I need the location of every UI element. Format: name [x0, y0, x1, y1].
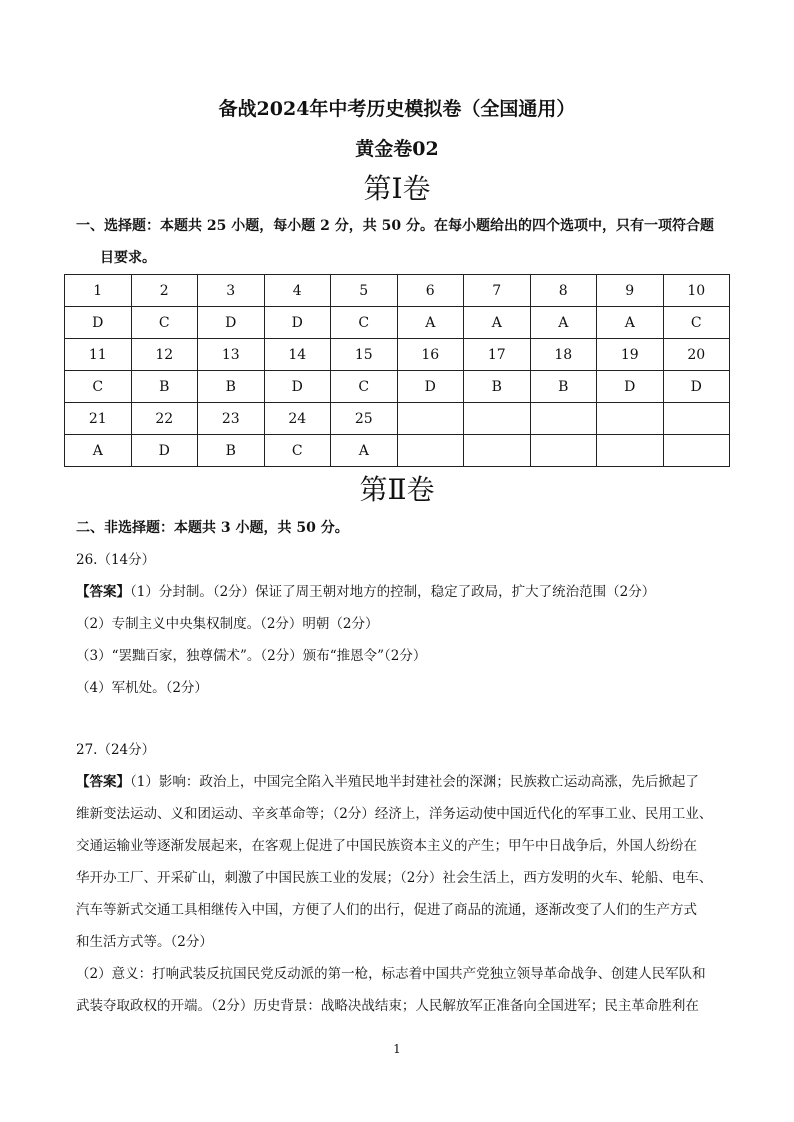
table-cell: D	[65, 307, 132, 339]
q27-answer-line7: （2）意义：打响武装反抗国民党反动派的第一枪，标志着中国共产党独立领导革命战争、创建人民军队和	[76, 966, 706, 982]
table-cell: 13	[198, 339, 265, 371]
table-cell: 19	[597, 339, 664, 371]
table-cell: 9	[597, 275, 664, 307]
table-cell	[397, 435, 464, 467]
table-cell: D	[397, 371, 464, 403]
table-cell	[597, 435, 664, 467]
table-cell	[530, 435, 597, 467]
table-cell: C	[131, 307, 198, 339]
q27-answer-line3: 交通运输业等逐渐发展起来，在客观上促进了中国民族资本主义的产生；甲午中日战争后，外国人纷纷在	[76, 838, 697, 854]
document-subtitle: 黄金卷02	[355, 138, 439, 160]
table-cell: 15	[331, 339, 398, 371]
q27-answer-line1	[76, 766, 726, 798]
table-cell: D	[264, 371, 331, 403]
answer-tag: 【答案】	[76, 774, 130, 790]
table-row	[65, 307, 730, 339]
q27-answer-line4: 华开办工厂、开采矿山，刺激了中国民族工业的发展；（2分）社会生活上，西方发明的火车、轮船、电车、	[76, 870, 713, 886]
table-cell: 8	[530, 275, 597, 307]
section-one-heading-cont: 目要求。	[100, 250, 156, 266]
table-cell: A	[397, 307, 464, 339]
table-cell: 10	[663, 275, 730, 307]
table-cell: 20	[663, 339, 730, 371]
table-cell: B	[131, 371, 198, 403]
table-cell: A	[65, 435, 132, 467]
q26-answer-line3: （3）“罢黜百家，独尊儒术”。（2分）颁布“推恩令”（2分）	[76, 648, 427, 664]
q26-label: 26.（14分）	[76, 552, 156, 568]
table-cell: 24	[264, 403, 331, 435]
volume-two-heading: 第Ⅱ卷	[359, 473, 435, 506]
table-cell: D	[198, 307, 265, 339]
table-cell: C	[331, 371, 398, 403]
section-two-heading: 二、非选择题：本题共 3 小题，共 50 分。	[76, 520, 349, 536]
table-row	[65, 403, 730, 435]
table-cell: 17	[464, 339, 531, 371]
table-cell: D	[597, 371, 664, 403]
table-cell: 1	[65, 275, 132, 307]
table-cell: 23	[198, 403, 265, 435]
table-cell: 12	[131, 339, 198, 371]
q26-answer-line1	[76, 576, 726, 608]
table-cell: 18	[530, 339, 597, 371]
table-cell: B	[530, 371, 597, 403]
table-cell: 11	[65, 339, 132, 371]
table-cell: D	[264, 307, 331, 339]
table-cell: A	[464, 307, 531, 339]
table-cell: B	[198, 435, 265, 467]
table-cell: B	[198, 371, 265, 403]
answer-table	[64, 274, 730, 467]
q26-answer-line2: （2）专制主义中央集权制度。（2分）明朝（2分）	[76, 616, 379, 632]
page-number: 1	[393, 1042, 401, 1056]
q27-text-1: （1）影响：政治上，中国完全陷入半殖民地半封建社会的深渊；民族救亡运动高涨，先后掀起了	[130, 774, 699, 790]
q27-answer-line6: 和生活方式等。（2分）	[76, 934, 213, 950]
table-cell: 22	[131, 403, 198, 435]
q27-answer-line8: 武装夺取政权的开端。（2分）历史背景：战略决战结束；人民解放军正准备向全国进军；民主革命胜利在	[76, 998, 699, 1014]
table-cell: 7	[464, 275, 531, 307]
table-cell	[397, 403, 464, 435]
table-cell: 21	[65, 403, 132, 435]
table-cell	[464, 403, 531, 435]
table-row	[65, 339, 730, 371]
table-cell: 4	[264, 275, 331, 307]
table-cell	[530, 403, 597, 435]
table-row	[65, 275, 730, 307]
q26-text-1: （1）分封制。（2分）保证了周王朝对地方的控制，稳定了政局，扩大了统治范围（2分）	[130, 584, 656, 600]
table-cell	[663, 435, 730, 467]
volume-one-heading: 第Ⅰ卷	[363, 172, 431, 205]
q26-answer-line4: （4）军机处。（2分）	[76, 680, 208, 696]
table-cell: 16	[397, 339, 464, 371]
table-cell: 14	[264, 339, 331, 371]
table-cell: D	[131, 435, 198, 467]
table-cell: 2	[131, 275, 198, 307]
table-cell: 5	[331, 275, 398, 307]
table-cell: D	[663, 371, 730, 403]
table-cell: C	[65, 371, 132, 403]
table-row	[65, 435, 730, 467]
table-cell: 25	[331, 403, 398, 435]
table-cell: 3	[198, 275, 265, 307]
q27-answer-line5: 汽车等新式交通工具相继传入中国，方便了人们的出行，促进了商品的流通，逐渐改变了人们的生产方式	[76, 902, 697, 918]
table-cell: A	[530, 307, 597, 339]
table-cell	[597, 403, 664, 435]
section-one-heading: 一、选择题：本题共 25 小题，每小题 2 分，共 50 分。在每小题给出的四个选项中，只有一项符合题	[76, 218, 714, 234]
table-cell: C	[264, 435, 331, 467]
table-cell	[663, 403, 730, 435]
q27-answer-line2: 维新变法运动、义和团运动、辛亥革命等；（2分）经济上，洋务运动使中国近代化的军事工业、民用工业、	[76, 806, 713, 822]
table-cell: B	[464, 371, 531, 403]
table-cell	[464, 435, 531, 467]
answer-tag: 【答案】	[76, 584, 130, 600]
q27-label: 27.（24分）	[76, 742, 156, 758]
table-cell: 6	[397, 275, 464, 307]
table-row	[65, 371, 730, 403]
table-cell: C	[663, 307, 730, 339]
document-title: 备战2024年中考历史模拟卷（全国通用）	[218, 98, 576, 120]
table-cell: A	[597, 307, 664, 339]
table-cell: A	[331, 435, 398, 467]
table-cell: C	[331, 307, 398, 339]
